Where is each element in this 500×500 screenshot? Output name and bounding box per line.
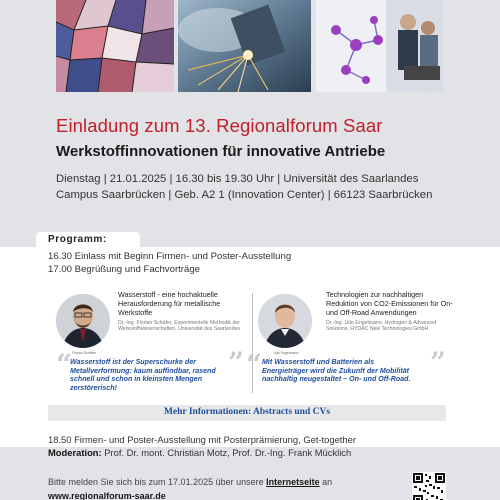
qr-code-icon <box>412 472 446 500</box>
talk-card-1 <box>56 287 246 402</box>
schedule-item: 18.50 Firmen- und Poster-Ausstellung mit Posterprämierung, Get-together <box>48 434 356 445</box>
talk-title: Wasserstoff - eine hochaktuelle Herausforderung für metallische Werkstoffe <box>118 290 221 317</box>
moderation-label: Moderation: <box>48 447 102 458</box>
event-title: Einladung zum 13. Regionalforum Saar <box>56 115 383 136</box>
quote-close-icon: ” <box>228 346 245 379</box>
photo-caption: Florian Schäfer <box>72 351 96 355</box>
quote-open-icon: “ <box>246 348 263 381</box>
quote-open-icon: “ <box>56 348 73 381</box>
schedule-item: 16.30 Einlass mit Beginn Firmen- und Poster-Ausstellung <box>48 251 292 262</box>
header-image-researchers <box>316 0 443 92</box>
talk-card-2 <box>246 287 453 402</box>
talk-quote: Wasserstoff ist der Superschurke der Metallverformung: kaum auffindbar, rasend schnell und schon in kleinsten Mengen zerstörerisch! <box>70 358 216 393</box>
talk-title: Technologien zur nachhaltigen Reduktion von CO2-Emissionen für On- und Off-Road Anwendungen <box>326 290 453 317</box>
image-credit: © Foto / rugk <box>416 85 440 90</box>
registration-text-after: an <box>319 477 333 487</box>
event-subtitle: Werkstoffinnovationen für innovative Antriebe <box>56 143 386 160</box>
talk-speaker: Dr.-Ing. Florian Schäfer, Experimentelle Methodik der Werkstoffwissenschaften, Universität des Saarlandes <box>118 320 241 333</box>
event-date-location-line1: Dienstag | 21.01.2025 | 16.30 bis 19.30 Uhr | Universität des Saarlandes <box>56 173 419 185</box>
registration-text-before: Bitte melden Sie sich bis zum 17.01.2025 über unsere <box>48 477 267 487</box>
speaker-photo <box>56 294 110 348</box>
header-image-grinding-sparks <box>178 0 311 92</box>
header-image-microstructure <box>56 0 174 92</box>
talk-speaker: Dr.-Ing. Udo Engelmann, Hydrogen & Advanced Solutions, HYDAC New Technologies GmbH <box>326 320 437 333</box>
quote-close-icon: ” <box>430 346 447 379</box>
website-link[interactable]: www.regionalforum-saar.de <box>48 491 166 500</box>
registration-link[interactable]: Internetseite <box>266 477 320 487</box>
moderation-line <box>48 447 351 458</box>
photo-caption: Udo Engelmann <box>273 351 299 355</box>
program-panel <box>0 247 500 458</box>
more-info-link[interactable] <box>48 405 446 421</box>
event-date-location-line2: Campus Saarbrücken | Geb. A2 1 (Innovation Center) | 66123 Saarbrücken <box>56 189 433 201</box>
more-info-label: Mehr Informationen: Abstracts und CVs <box>163 407 331 417</box>
program-label: Programm: <box>48 234 107 245</box>
schedule-item: 17.00 Begrüßung und Fachvorträge <box>48 264 201 275</box>
talk-quote: Mit Wasserstoff und Batterien als Energieträger wird die Zukunft der Mobilität nachhaltig neugestaltet – On- und Off-Road. <box>262 358 411 384</box>
registration-text <box>48 477 332 487</box>
moderation-names: Prof. Dr. mont. Christian Motz, Prof. Dr.-Ing. Frank Mücklich <box>101 447 352 458</box>
speaker-photo <box>258 294 312 348</box>
